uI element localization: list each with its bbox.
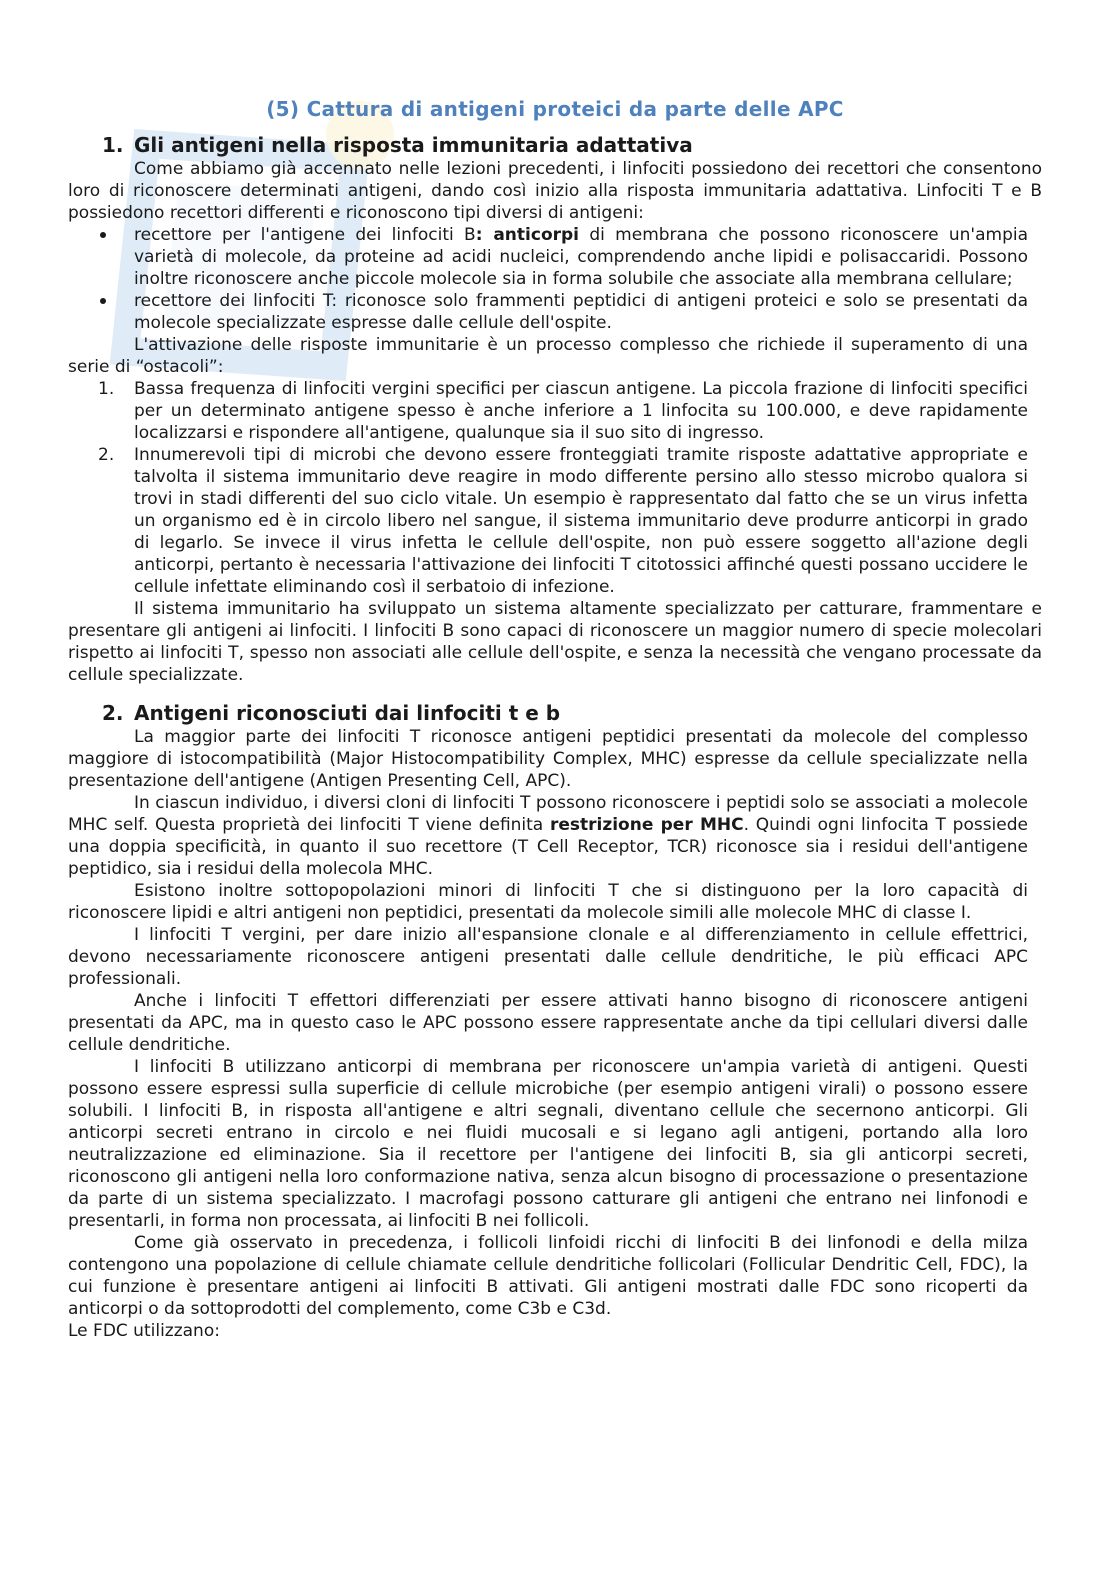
document-title: (5) Cattura di antigeni proteici da parte delle APC <box>266 97 844 121</box>
section-2-paragraph-6: I linfociti B utilizzano anticorpi di membrana per riconoscere un'ampia varietà di antigeni. Questi possono essere espressi sulla superficie di cellule microbiche (per esempio antigeni virali) o possono essere solubili. I linfociti B, in risposta all'antigene e altri segnali, diventano cellule che secernono anticorpi. Gli anticorpi secreti entrano in circolo e nei fluidi mucosali e si legano agli antigeni, portando alla loro neutralizzazione ed eliminazione. Sia il recettore per l'antigene dei linfociti B, sia gli anticorpi secreti, riconoscono gli antigeni nella loro conformazione nativa, senza alcun bisogno di processazione o presentazione da parte di un sistema specializzato. I macrofagi possono catturare gli antigeni che entrano nei linfonodi e presentarli, in forma non processata, ai linfociti B nei follicoli. <box>68 1057 1028 1231</box>
bullet-marker <box>100 232 106 238</box>
bullet-marker <box>100 298 106 304</box>
obstacle-text: Bassa frequenza di linfociti vergini specifici per ciascun antigene. La piccola frazione di linfociti specifici per un determinato antigene spesso è anche inferiore a 1 linfocita su 100.000, e deve rapidamente localizzarsi e rispondere all'antigene, qualunque sia il suo sito di ingresso. <box>134 379 1028 443</box>
obstacle-item-2 <box>68 444 1028 598</box>
obstacle-number: 2. <box>98 445 115 465</box>
section-1-number: 1. <box>102 133 124 157</box>
section-2-paragraph-4: I linfociti T vergini, per dare inizio all'espansione clonale e al differenziamento in cellule effettrici, devono necessariamente riconoscere antigeni presentati dalle cellule dendritiche, le più efficaci APC professionali. <box>68 925 1028 989</box>
obstacle-list <box>68 378 1042 598</box>
section-1-closing: Il sistema immunitario ha sviluppato un sistema altamente specializzato per catturare, frammentare e presentare gli antigeni ai linfociti. I linfociti B sono capaci di riconoscere un maggior numero di specie molecolari rispetto ai linfociti T, spesso non associati alle cellule dell'ospite, e senza la necessità che vengano processate da cellule specializzate. <box>68 599 1042 685</box>
section-2-paragraph-8: Le FDC utilizzano: <box>68 1321 220 1341</box>
receptor-b-text: recettore per l'antigene dei linfociti B <box>134 225 476 245</box>
mhc-restriction-term: restrizione per MHC <box>549 815 744 835</box>
receptor-b-bold: : anticorpi <box>475 225 580 245</box>
document-body <box>68 96 1042 1342</box>
mhc-text-rest: . Quindi ogni linfocita T possiede una doppia specificità, in quanto il suo recettore (T Cell Receptor, TCR) riconosce sia i residui dell'antigene peptidico, sia i residui della molecola MHC. <box>68 815 1028 879</box>
receptor-list <box>68 224 1042 334</box>
section-1-title: Gli antigeni nella risposta immunitaria adattativa <box>134 133 693 157</box>
receptor-item-b <box>68 224 1028 290</box>
section-2-heading <box>68 700 1042 726</box>
section-2-number: 2. <box>102 701 124 725</box>
section-2-title: Antigeni riconosciuti dai linfociti t e b <box>134 701 561 725</box>
receptor-b-text-rest: di membrana che possono riconoscere un'ampia varietà di molecole, da proteine ad acidi nucleici, comprendendo anche lipidi e polisaccaridi. Possono inoltre riconoscere anche piccole molecole sia in forma solubile che associate alla membrana cellulare; <box>134 225 1028 289</box>
section-2-paragraph-2 <box>68 792 1028 880</box>
section-2-paragraph-7: Come già osservato in precedenza, i follicoli linfoidi ricchi di linfociti B dei linfonodi e della milza contengono una popolazione di cellule chiamate cellule dendritiche follicolari (Follicular Dendritic Cell, FDC), la cui funzione è presentare antigeni ai linfociti B attivati. Gli antigeni mostrati dalle FDC sono ricoperti da anticorpi o da sottoprodotti del complemento, come C3b e C3d. <box>68 1233 1028 1319</box>
obstacle-number: 1. <box>98 379 115 399</box>
section-2-paragraph-1: La maggior parte dei linfociti T riconosce antigeni peptidici presentati da molecole del complesso maggiore di istocompatibilità (Major Histocompatibility Complex, MHC) espresse da cellule specializzate nella presentazione dell'antigene (Antigen Presenting Cell, APC). <box>68 727 1028 791</box>
section-2-paragraph-5: Anche i linfociti T effettori differenziati per essere attivati hanno bisogno di riconoscere antigeni presentati da APC, ma in questo caso le APC possono essere rappresentate anche da tipi cellulari diversi dalle cellule dendritiche. <box>68 991 1028 1055</box>
section-1-heading <box>68 132 1042 158</box>
receptor-t-text: recettore dei linfociti T: riconosce solo frammenti peptidici di antigeni proteici e solo se presentati da molecole specializzate espresse dalle cellule dell'ospite. <box>134 291 1028 333</box>
section-2-paragraph-3: Esistono inoltre sottopopolazioni minori di linfociti T che si distinguono per la loro capacità di riconoscere lipidi e altri antigeni non peptidici, presentati da molecole simili alle molecole MHC di classe I. <box>68 881 1028 923</box>
obstacle-item-1 <box>68 378 1028 444</box>
section-1-intro: Come abbiamo già accennato nelle lezioni precedenti, i linfociti possiedono dei recettori che consentono loro di riconoscere determinati antigeni, dando così inizio alla risposta immunitaria adattativa. Linfociti T e B possiedono recettori differenti e riconoscono tipi diversi di antigeni: <box>68 159 1042 223</box>
activation-paragraph: L'attivazione delle risposte immunitarie è un processo complesso che richiede il superamento di una serie di “ostacoli”: <box>68 335 1028 377</box>
obstacle-text: Innumerevoli tipi di microbi che devono essere fronteggiati tramite risposte adattative appropriate e talvolta il sistema immunitario deve reagire in modo differente persino allo stesso microbo qualora si trovi in stadi differenti del suo ciclo vitale. Un esempio è rappresentato dal fatto che se un virus infetta un organismo ed è in circolo libero nel sangue, il sistema immunitario deve produrre anticorpi in grado di legarlo. Se invece il virus infetta le cellule dell'ospite, non può essere soggetto all'azione degli anticorpi, pertanto è necessaria l'attivazione dei linfociti T citotossici affinché questi possano uccidere le cellule infettate eliminando così il serbatoio di infezione. <box>134 445 1028 597</box>
mhc-text: In ciascun individuo, i diversi cloni di linfociti T possono riconoscere i peptidi solo se associati a molecole MHC self. Questa proprietà dei linfociti T viene definita <box>68 793 1028 835</box>
receptor-item-t <box>68 290 1028 334</box>
